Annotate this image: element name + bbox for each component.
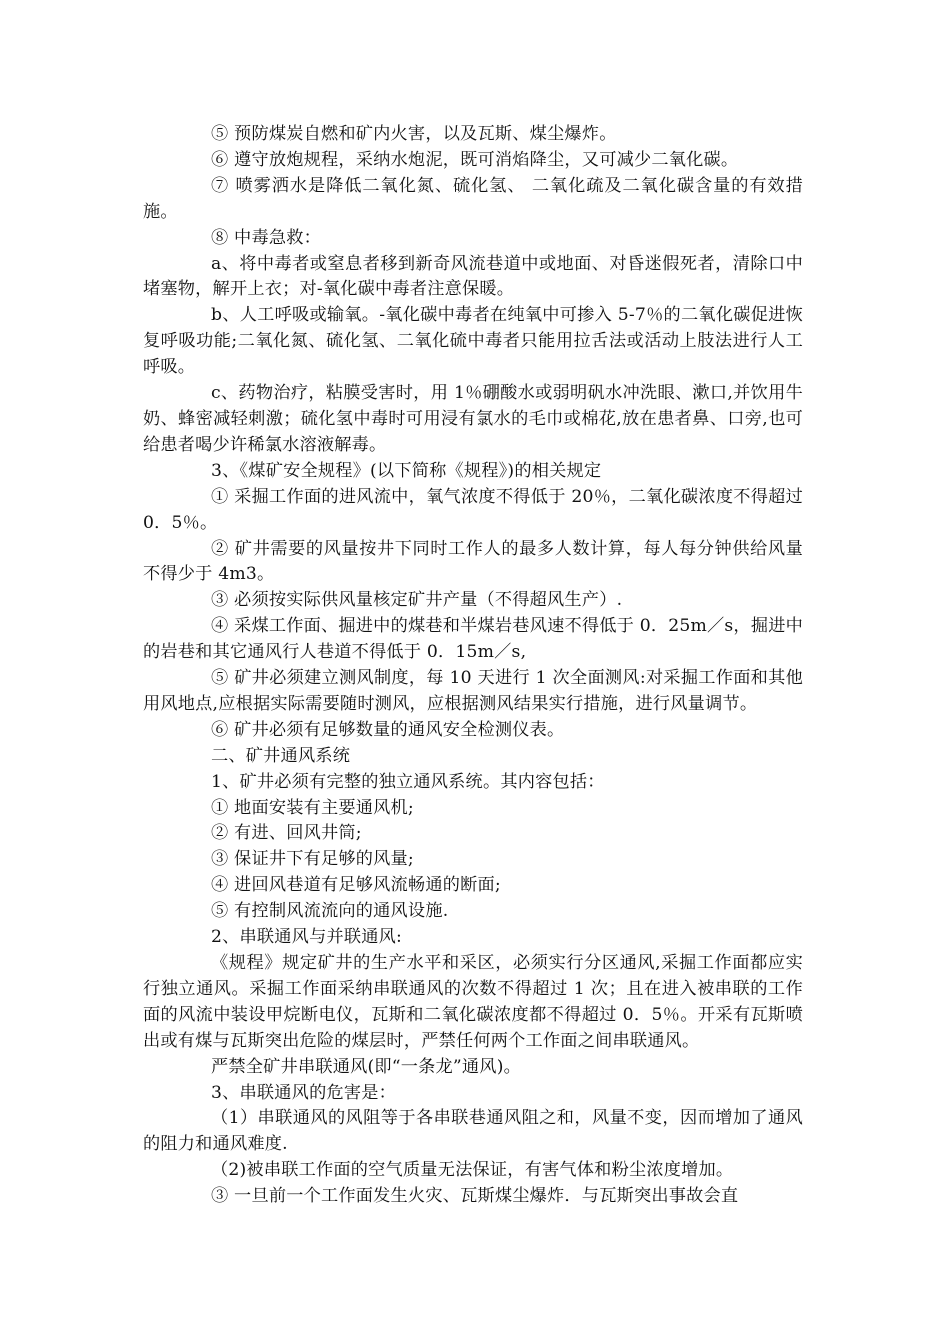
section-heading-hazards: 3、串联通风的危害是： [211,1082,397,1103]
paragraph-prohibition: 严禁全矿井串联通风(即“一条龙”通风)。 [211,1056,521,1077]
paragraph-hazard-1: （1）串联通风的风阻等于各串联巷通风阻之和，风量不变，因而增加了通风的阻力和通风难度. [143,1108,803,1155]
paragraph-first-aid-b: b、人工呼吸或输氧。-氧化碳中毒者在纯氧中可掺入 5-7％的二氧化碳促进恢复呼吸功能;二氧化氮、硫化氢、二氧化硫中毒者只能用拉舌法或活动上肢法进行人工呼吸。 [143,305,803,378]
list-item-main-fan: ① 地面安装有主要通风机; [211,797,414,818]
list-item-roadway-section: ④ 进回风巷道有足够风流畅通的断面; [211,875,501,896]
section-heading-ventilation-system: 二、矿井通风系统 [211,745,351,766]
list-item-control-facilities: ⑤ 有控制风流流向的通风设施. [211,901,449,922]
paragraph-first-aid-a: a、将中毒者或窒息者移到新奇风流巷道中或地面、对昏迷假死者，清除口中堵塞物，解开上衣；对-氧化碳中毒者注意保暖。 [143,253,803,300]
paragraph-rule-5: ⑤ 矿井必须建立测风制度，每 10 天进行 1 次全面测风:对采掘工作面和其他用风地点,应根据实际需要随时测风，应根据测风结果实行措施，进行风量调节。 [143,668,803,714]
paragraph-prevent-fire: ⑤ 预防煤炭自燃和矿内火害，以及瓦斯、煤尘爆炸。 [211,124,617,144]
paragraph-regulation-detail: 《规程》规定矿井的生产水平和采区，必须实行分区通风,采掘工作面都应实行独立通风。采掘工作面采纳串联通风的次数不得超过 1 次；且在进入被串联的工作面的风流中装设甲烷断电仪，瓦斯和二氧化碳浓度都不得超过 0．5％。开采有瓦斯喷出或有煤与瓦斯突出危险的煤层时，严禁任何两个工作面之间串联通风。 [143,953,803,1051]
paragraph-first-aid-heading: ⑧ 中毒急救： [211,227,321,248]
paragraph-rule-2: ② 矿井需要的风量按井下同时工作人的最多人数计算，每人每分钟供给风量不得少于 4m3。 [143,538,803,585]
list-item-air-volume: ③ 保证井下有足够的风量; [211,849,414,870]
paragraph-first-aid-c: c、药物治疗，粘膜受害时，用 1％硼酸水或弱明矾水冲洗眼、漱口,并饮用牛奶、蜂密减轻刺激；硫化氢中毒时可用浸有氯水的毛巾或棉花,放在患者鼻、口旁,也可给患者喝少许稀氯水溶液解毒。 [143,383,803,455]
section-heading-regulations: 3、《煤矿安全规程》(以下简称《规程》)的相关规定 [211,460,602,481]
paragraph-system-intro: 1、矿井必须有完整的独立通风系统。其内容包括： [211,771,605,792]
paragraph-rule-3: ③ 必须按实际供风量核定矿井产量（不得超风生产）. [211,590,623,611]
list-item-shafts: ② 有进、回风井筒; [211,823,362,844]
section-heading-series-parallel: 2、串联通风与并联通风: [211,927,403,948]
paragraph-rule-6: ⑥ 矿井必须有足够数量的通风安全检测仪表。 [211,719,565,740]
paragraph-water-spray: ⑦ 喷雾洒水是降低二氧化氮、硫化氢、 二氧化疏及二氧化碳含量的有效措施。 [143,175,803,222]
paragraph-rule-1: ① 采掘工作面的进风流中，氧气浓度不得低于 20％，二氧化碳浓度不得超过 0．5％。 [143,486,803,533]
paragraph-hazard-2: （2)被串联工作面的空气质量无法保证，有害气体和粉尘浓度增加。 [211,1160,734,1181]
paragraph-rule-4: ④ 采煤工作面、掘进中的煤巷和半煤岩巷风速不得低于 0．25m／s，掘进中的岩巷和其它通风行人巷道不得低于 0．15m／s, [143,616,803,663]
paragraph-hazard-3: ③ 一旦前一个工作面发生火灾、瓦斯煤尘爆炸．与瓦斯突出事故会直 [211,1186,739,1207]
document-body [143,122,803,1210]
paragraph-blasting-rules: ⑥ 遵守放炮规程，采纳水炮泥，既可消焰降尘，又可减少二氧化碳。 [211,149,739,170]
